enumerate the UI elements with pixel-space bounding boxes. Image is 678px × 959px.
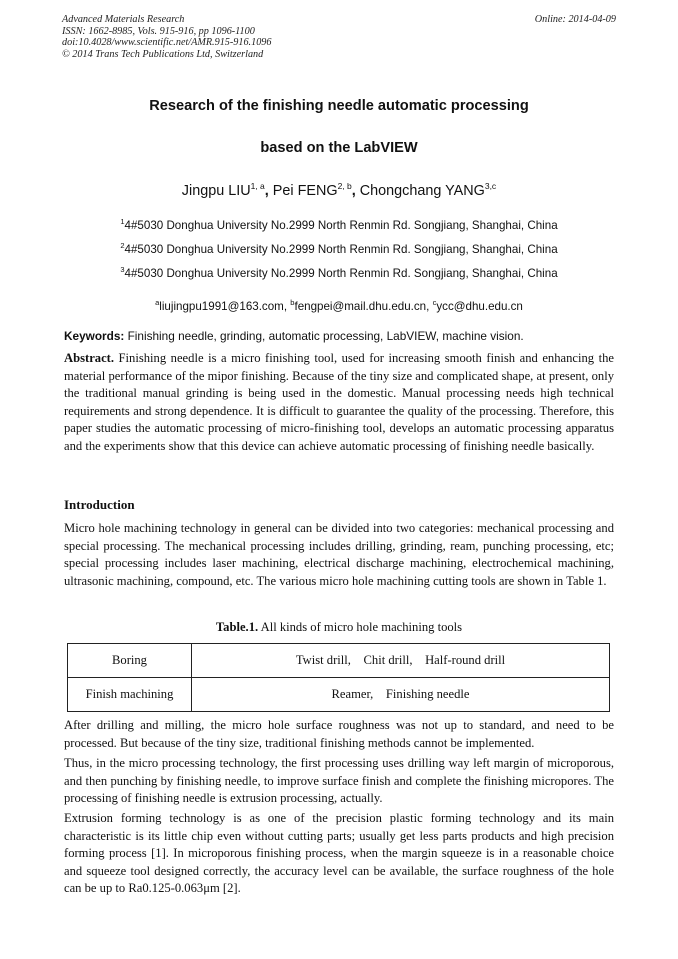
email-link[interactable]: fengpei@mail.dhu.edu.cn: [294, 299, 427, 313]
journal-header: [62, 14, 271, 60]
keywords: [64, 329, 616, 343]
keywords-text: Finishing needle, grinding, automatic processing, LabVIEW, machine vision.: [124, 329, 524, 343]
issn-line: ISSN: 1662-8985, Vols. 915-916, pp 1096-1100: [62, 25, 255, 37]
online-date: Online: 2014-04-09: [534, 14, 616, 25]
affiliation-num: 1: [120, 217, 125, 226]
email-sup: c: [432, 298, 437, 307]
journal-name: Advanced Materials Research: [62, 14, 185, 25]
table-row: [68, 644, 610, 678]
author-separator: ,: [264, 182, 273, 199]
doi-line: doi:10.4028/www.scientific.net/AMR.915-916.1096: [62, 37, 272, 49]
author-sup: 3,c: [484, 181, 497, 191]
affiliation: [0, 265, 678, 280]
abstract: [64, 350, 614, 456]
affiliation-num: 3: [120, 265, 125, 274]
paper-title-line-1: Research of the finishing needle automatic processing: [149, 98, 529, 114]
email-link[interactable]: liujingpu1991@163.com: [159, 299, 284, 313]
affiliation: [0, 217, 678, 232]
keywords-label: Keywords:: [64, 329, 125, 343]
email-link[interactable]: ycc@dhu.edu.cn: [436, 299, 523, 313]
table-caption: [0, 620, 678, 635]
body-paragraph: Extrusion forming technology is as one of the precision plastic forming technology and its main characteristic is its little chip even without cutting parts; usually get less parts products and high precision forming process [1]. In microporous finishing process, when the margin squeeze is in a reasonable choice and squeeze tool designed correctly, the accuracy level can be available, the surface roughness of the hole can be up to Ra0.125-0.063μm [2].: [64, 811, 614, 896]
abstract-text: Finishing needle is a micro finishing tool, used for increasing smooth finish and enhancing the material performance of the mipor finishing. Because of the tiny size and complicated shape, at present, only the traditional manual grinding is being used in the domestic. Manual processing needs high technical requirements and strong dependence. It is difficult to guarantee the quality of the processing. Therefore, this paper studies the automatic processing of micro-finishing tool, develops an automatic processing apparatus and the experiments show that this device can achieve automatic processing of finishing needle basically.: [64, 351, 614, 453]
affiliation-text: 4#5030 Donghua University No.2999 North Renmin Rd. Songjiang, Shanghai, China: [124, 218, 558, 232]
author-name: Jingpu LIU: [181, 182, 251, 199]
affiliation: [0, 241, 678, 256]
affiliation-text: 4#5030 Donghua University No.2999 North Renmin Rd. Songjiang, Shanghai, China: [124, 242, 558, 256]
affiliation-num: 2: [120, 241, 125, 250]
email-sup: a: [155, 298, 160, 307]
table-cell-category: Finish machining: [68, 678, 192, 712]
affiliation-text: 4#5030 Donghua University No.2999 North Renmin Rd. Songjiang, Shanghai, China: [124, 266, 558, 280]
table-cell-category: Boring: [68, 644, 192, 678]
author-name: Chongchang YANG: [359, 182, 485, 199]
table-caption-label: Table.1.: [215, 620, 259, 634]
author-list: [0, 181, 678, 199]
author-name: Pei FENG: [272, 182, 338, 199]
author-sup: 1, a: [250, 181, 265, 191]
intro-paragraph: Micro hole machining technology in general can be divided into two categories: mechanical processing and special processing. The mechanical processing includes drilling, grinding, ream, punching processing, etc; special processing includes laser machining, electrical discharge machining, electrochemical machining, ultrasonic machining, compound, etc. The various micro hole machining cutting tools are shown in Table 1.: [64, 521, 614, 588]
email-list: $^a$liujingpu1991@163.com, $^b$fengpei@mail.dhu.edu.cn, $^c$ycc@dhu.edu.cn: [155, 298, 523, 313]
body-paragraph: Thus, in the micro processing technology, the first processing uses drilling way left margin of microporous, and then punching by finishing needle, to improve surface finish and complete the finishing micropores. The processing of finishing needle is extrusion processing, actually.: [64, 756, 614, 806]
copyright-line: © 2014 Trans Tech Publications Ltd, Switzerland: [62, 48, 264, 60]
table-cell-tools: Twist drill, Chit drill, Half-round drill: [192, 644, 610, 678]
author-sup: 2, b: [337, 181, 352, 191]
body-paragraph: After drilling and milling, the micro hole surface roughness was not up to standard, and need to be processed. But because of the tiny size, traditional finishing methods cannot be implemented.: [64, 718, 614, 750]
table-row: [68, 678, 610, 712]
table-caption-text: All kinds of micro hole machining tools: [258, 620, 463, 634]
abstract-label: Abstract.: [64, 351, 115, 365]
author-separator: ,: [351, 182, 360, 199]
paper-title-line-2: based on the LabVIEW: [260, 140, 418, 156]
email-sup: b: [290, 298, 295, 307]
tools-table: [67, 643, 610, 712]
table-cell-tools: Reamer, Finishing needle: [192, 678, 610, 712]
section-heading-introduction: Introduction: [64, 497, 135, 512]
